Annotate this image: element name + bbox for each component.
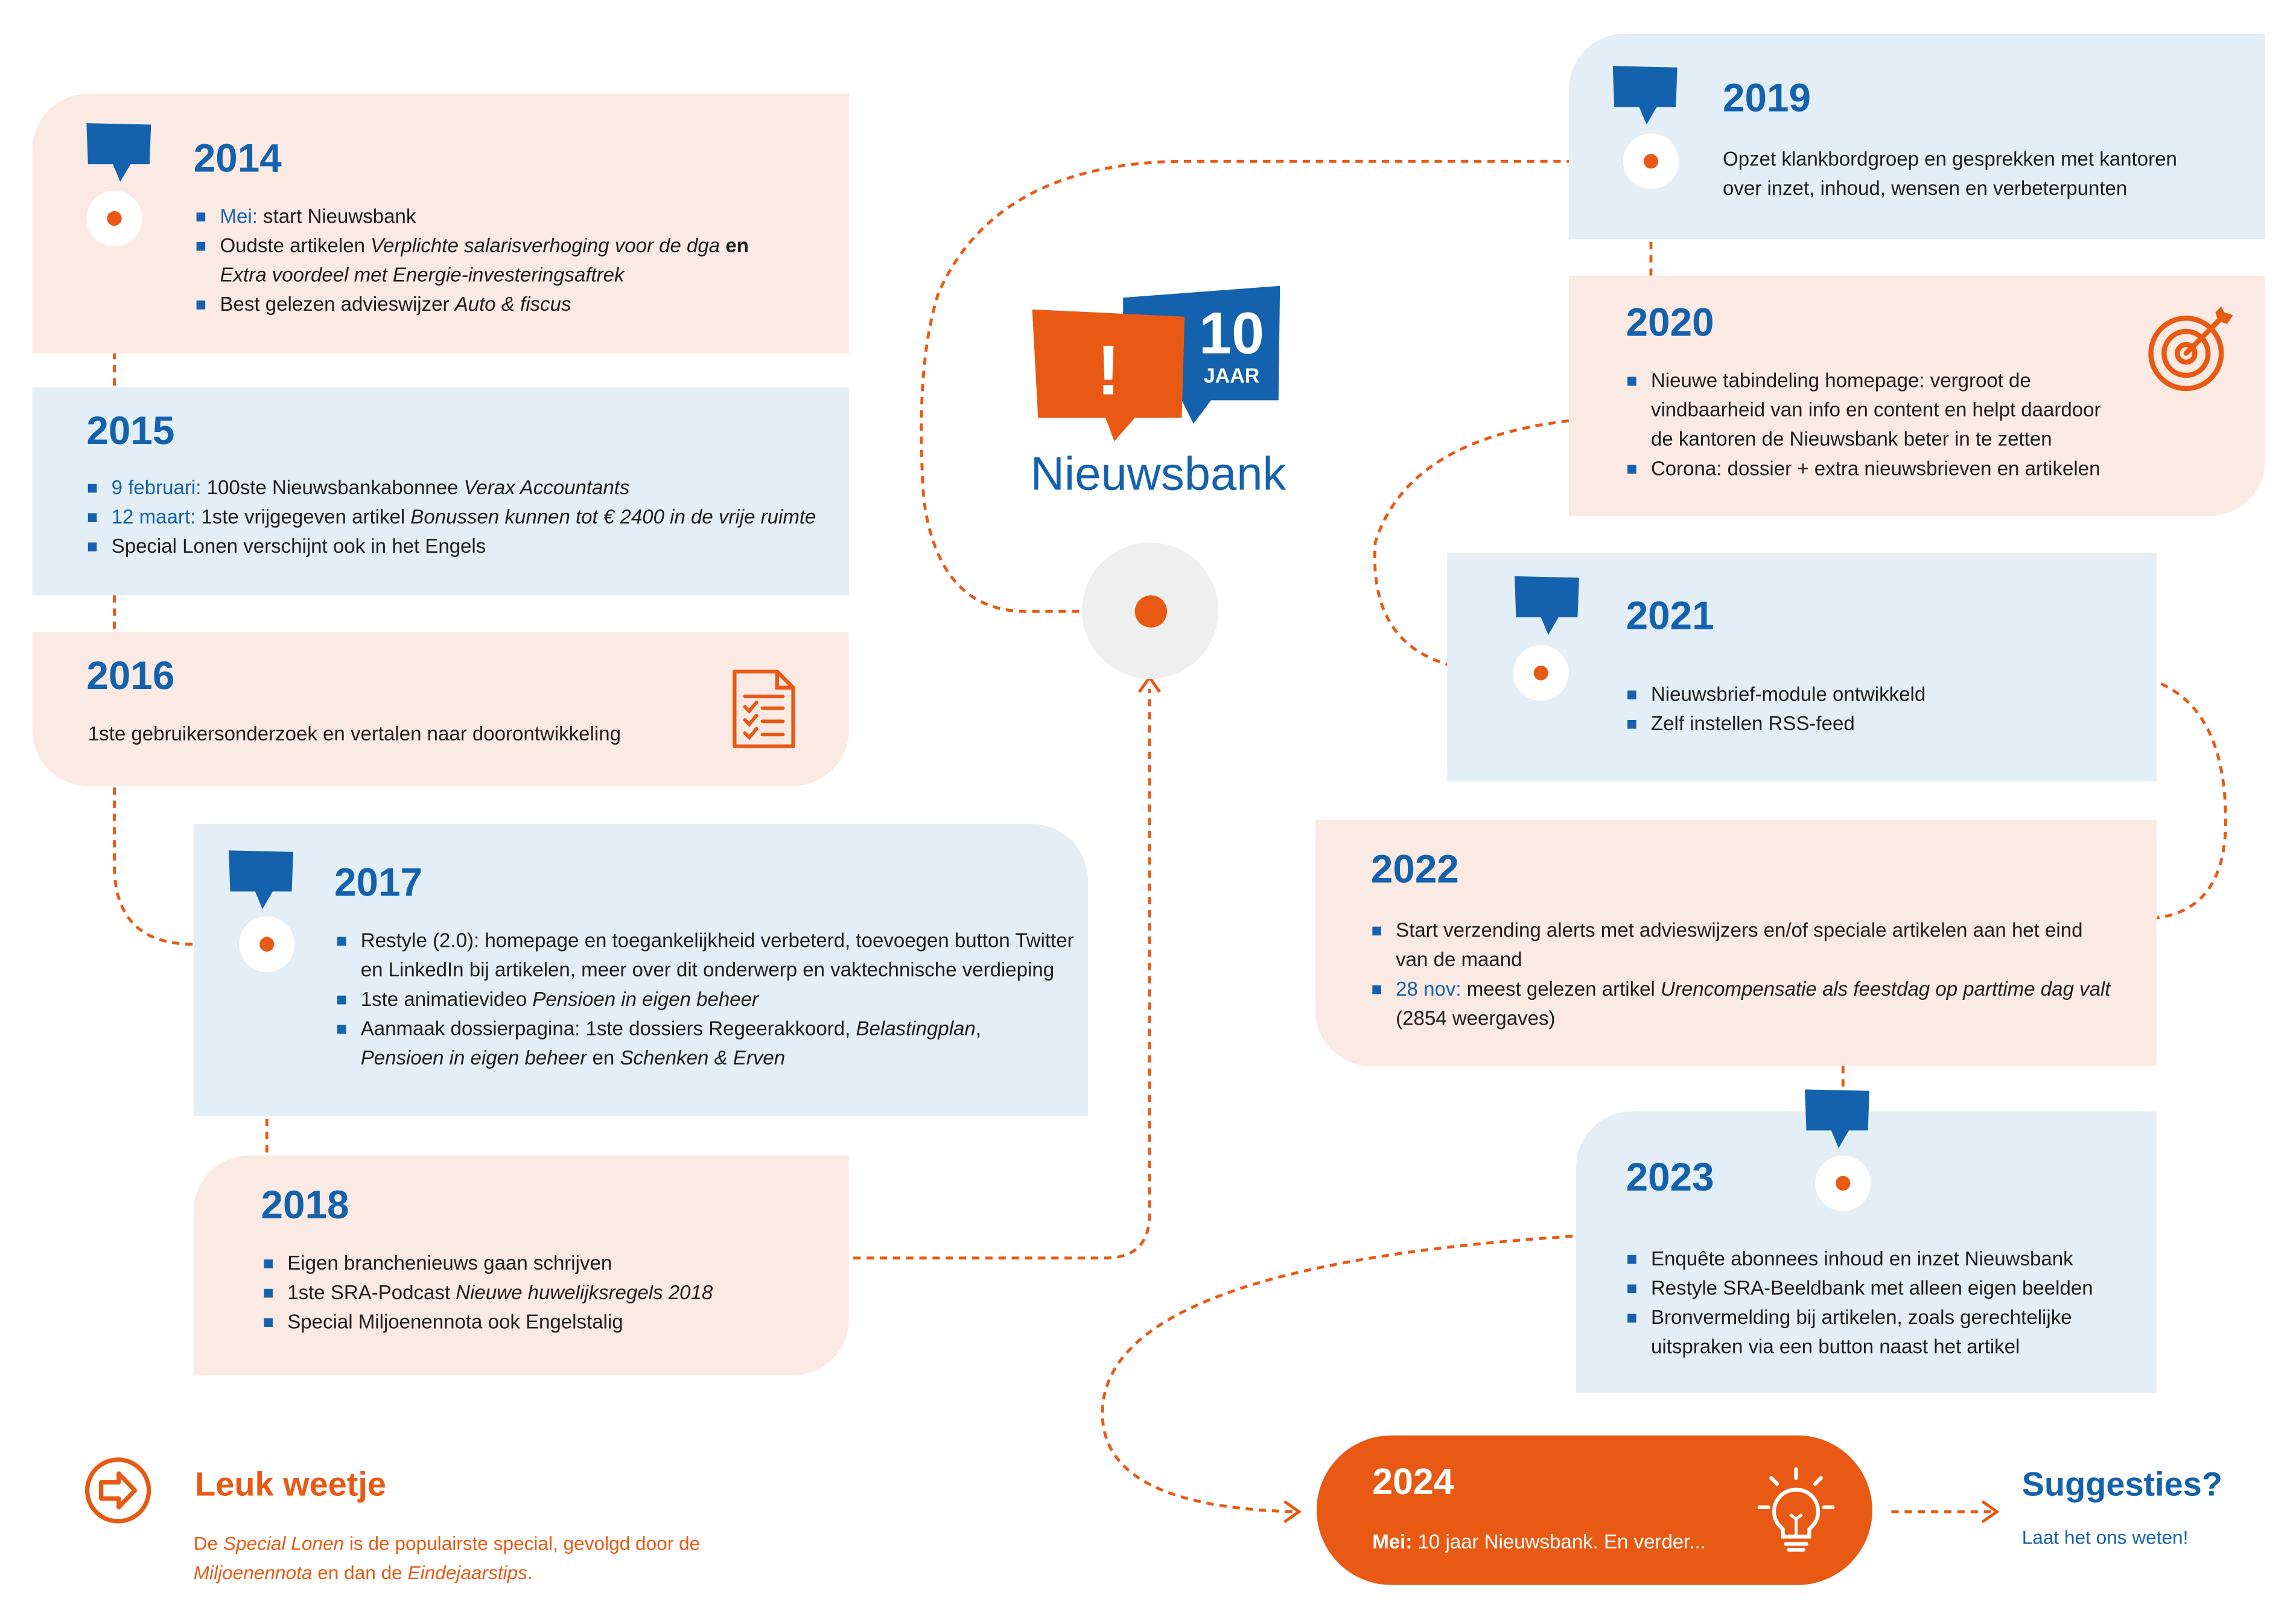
text-run: Nieuwe huwelijksregels 2018 [456,1281,713,1304]
speech-bubble-icon [82,120,155,188]
year-2017: 2017 [334,860,422,905]
year-2016: 2016 [86,654,175,698]
list-item [1369,946,2146,975]
text-run: 1ste SRA-Podcast [287,1281,456,1304]
final-message: 10 jaar Nieuwsbank. En verder... [1412,1530,1706,1553]
speech-bubble-icon [1510,573,1583,641]
timeline-dot [86,191,142,246]
list-item [1624,710,2123,739]
text-run: Mei: [220,205,258,227]
list-item [85,532,847,562]
list-item [62,720,707,749]
text-run: Verplichte salarisverhoging voor de dga [370,234,720,257]
year-2014: 2014 [193,136,282,180]
text-run: en dan de [312,1561,408,1584]
lightbulb-icon [1757,1466,1836,1554]
items-2015 [85,474,847,562]
items-2014 [194,202,839,319]
text-run: Best gelezen advieswijzer [220,293,455,316]
list-item [194,202,839,232]
arrow-circle-icon [83,1456,152,1525]
target-icon [2145,304,2239,395]
checklist-icon [730,669,798,751]
items-2022 [1369,917,2146,1034]
fun-fact-text [194,1529,700,1588]
list-item [334,985,1082,1015]
text-run: Eigen branchenieuws gaan schrijven [287,1252,612,1274]
text-run: van de maand [1396,949,1522,971]
suggestions-link[interactable]: Laat het ons weten! [2021,1526,2189,1548]
text-run: is de populairste special, gevolgd door de [344,1532,701,1554]
list-item [1624,425,2152,455]
year-2020: 2020 [1626,301,1714,345]
list-item [261,1279,833,1308]
text-run: 9 februari: [111,476,202,499]
text-run: Zelf instellen RSS-feed [1650,712,1855,735]
text-run: 1ste vrijgegeven artikel [196,506,411,528]
items-2017 [334,927,1082,1074]
list-item [334,1014,1082,1044]
text-run: Urencompensatie als feestdag op parttime dag valt [1661,978,2111,1000]
items-2016 [62,720,707,749]
text-run: en [720,234,749,257]
list-item [1624,680,2123,710]
list-item [1624,1333,2152,1363]
logo-name: Nieuwsbank [1030,447,1286,500]
text-run: Aanmaak dossierpagina: 1ste dossiers Regeerakkoord, [360,1017,856,1040]
text-run: 12 maart: [111,506,196,528]
logo-10-jaar [1029,283,1286,447]
list-item [1624,396,2152,425]
text-run: uitspraken via een button naast het artikel [1650,1335,2020,1358]
list-item [1696,174,2253,204]
text-run: 100ste Nieuwsbankabonnee [201,476,464,499]
list-item [1624,1274,2152,1303]
hub-dot [1135,595,1167,627]
text-run: Restyle (2.0): homepage en toegankelijkheid verbeterd, toevoegen button Twitter [360,929,1074,952]
items-2020 [1624,366,2152,483]
text-run: Nieuwe tabindeling homepage: vergroot de [1650,369,2031,392]
final-text [1372,1528,1706,1557]
text-run: Special Lonen verschijnt ook in het Engels [111,535,486,558]
speech-bubble-icon [224,847,297,915]
text-run: 28 nov: [1396,978,1461,1000]
list-item [261,1249,833,1279]
timeline-dot [1513,645,1569,701]
text-run: de kantoren de Nieuwsbank beter in te zetten [1650,428,2052,450]
text-run: Special Lonen [223,1532,345,1554]
text-run: Bronvermelding bij artikelen, zoals gerechtelijke [1650,1306,2072,1329]
list-item [1696,145,2253,175]
list-item [194,232,839,261]
logo-jaar: JAAR [1203,364,1260,388]
text-run: 1ste gebruikersonderzoek en vertalen naar doorontwikkeling [87,722,621,745]
text-run: Start verzending alerts met advieswijzers en/of speciale artikelen aan het eind [1396,919,2083,941]
text-run: Auto & fiscus [454,293,571,316]
speech-bubble-icon [1608,63,1681,130]
list-item [1369,975,2146,1005]
year-2015: 2015 [86,409,175,453]
list-item [194,290,839,320]
text-run: Special Miljoenennota ook Engelstalig [287,1311,623,1333]
list-item [1369,917,2146,946]
timeline-dot [239,917,294,972]
text-run: en LinkedIn bij artikelen, meer over dit onderwerp en vaktechnische verdieping [360,959,1055,981]
fun-fact-line [194,1559,700,1588]
text-run: , [975,1017,981,1040]
text-run: Pensioen in eigen beheer [360,1046,587,1069]
items-2018 [261,1249,833,1337]
text-run: en [587,1046,620,1069]
items-2019 [1696,145,2253,204]
timeline-dot [1623,133,1679,189]
text-run: 1ste animatievideo [360,988,533,1011]
year-2018: 2018 [261,1183,349,1227]
list-item [1624,366,2152,396]
speech-bubble-icon [1801,1086,1874,1154]
list-item [334,927,1082,956]
list-item [334,1044,1082,1074]
text-run: Opzet klankbordgroep en gesprekken met kantoren [1723,148,2177,170]
list-item [85,503,847,532]
year-2022: 2022 [1370,847,1459,892]
text-run: Schenken & Erven [620,1046,786,1069]
text-run: over inzet, inhoud, wensen en verbeterpunten [1723,177,2128,200]
text-run: Verax Accountants [463,476,630,499]
year-2021: 2021 [1626,594,1714,638]
list-item [1624,454,2152,484]
text-run: Corona: dossier + extra nieuwsbrieven en artikelen [1650,457,2100,480]
items-2023 [1624,1245,2152,1362]
text-run: Miljoenennota [193,1561,313,1584]
suggestions-title: Suggesties? [2021,1465,2223,1503]
text-run: Pensioen in eigen beheer [532,988,759,1011]
logo-exclamation: ! [1096,330,1121,410]
text-run: start Nieuwsbank [257,205,416,227]
text-run: Bonussen kunnen tot € 2400 in de vrije ruimte [410,506,816,528]
final-label: Mei: [1372,1530,1413,1553]
text-run: meest gelezen artikel [1461,978,1661,1000]
fun-fact-line [194,1529,700,1559]
list-item [1624,1245,2152,1274]
text-run: Enquête abonnees inhoud en inzet Nieuwsbank [1650,1247,2073,1270]
year-2024: 2024 [1372,1462,1454,1503]
year-2023: 2023 [1626,1155,1714,1200]
list-item [334,956,1082,985]
text-run: De [193,1532,223,1554]
year-2019: 2019 [1723,76,1811,121]
text-run: Oudste artikelen [220,234,371,257]
list-item [194,261,839,291]
fun-fact-title: Leuk weetje [195,1465,386,1503]
list-item [261,1308,833,1337]
text-run: Eindejaarstips [407,1561,527,1584]
text-run: vindbaarheid van info en content en helpt daardoor [1650,398,2101,421]
list-item [85,474,847,503]
text-run: (2854 weergaves) [1396,1007,1556,1029]
text-run: Restyle SRA-Beeldbank met alleen eigen beelden [1650,1277,2093,1299]
text-run: Nieuwsbrief-module ontwikkeld [1650,683,1926,705]
logo-number: 10 [1198,300,1265,366]
list-item [1624,1303,2152,1333]
text-run: Extra voordeel met Energie-investeringsaftrek [220,264,625,286]
timeline-dot [1815,1156,1871,1211]
text-run: . [527,1561,533,1584]
items-2021 [1624,680,2123,739]
text-run: Belastingplan [856,1017,976,1040]
list-item [1369,1004,2146,1034]
